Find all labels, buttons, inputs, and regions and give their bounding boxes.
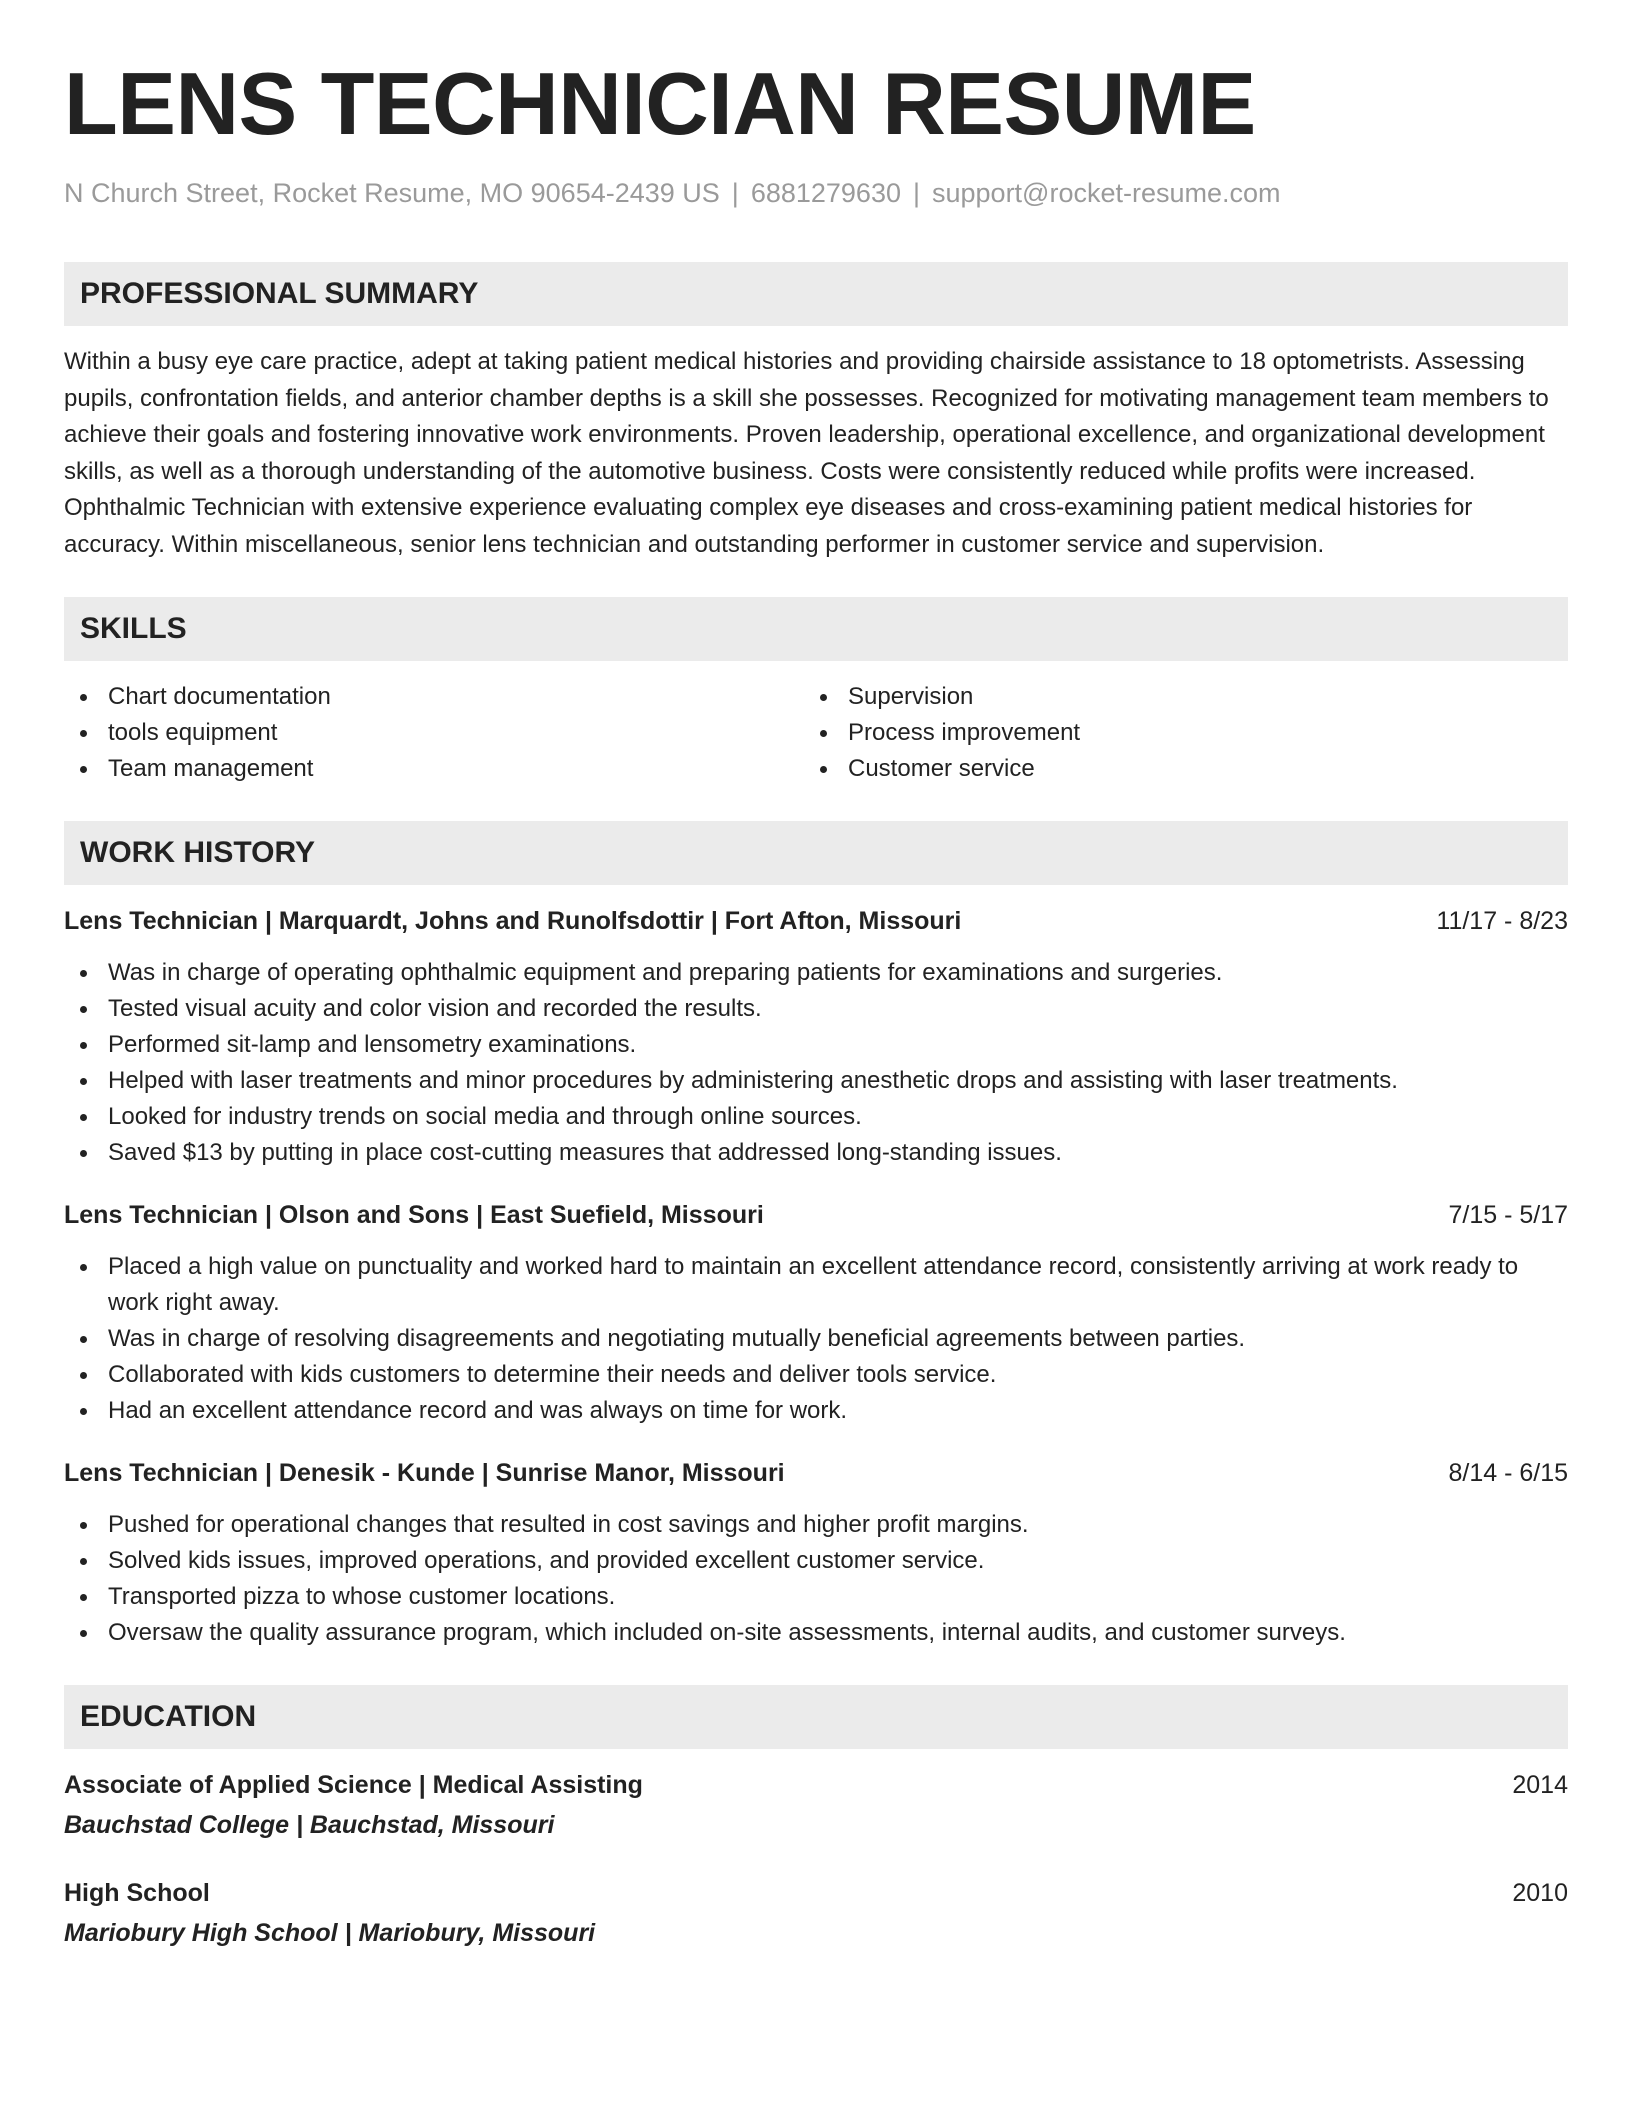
education-degree: Associate of Applied Science | Medical Assisting [64, 1771, 643, 1799]
education-year: 2010 [1512, 1879, 1568, 1907]
job-bullet: Tested visual acuity and color vision and recorded the results. [64, 991, 1568, 1027]
job-bullet: Pushed for operational changes that resulted in cost savings and higher profit margins. [64, 1507, 1568, 1543]
job-title: Lens Technician | Marquardt, Johns and Runolfsdottir | Fort Afton, Missouri [64, 907, 962, 935]
education-degree: High School [64, 1879, 210, 1907]
job-bullet: Saved $13 by putting in place cost-cutting measures that addressed long-standing issues. [64, 1135, 1568, 1171]
job-entry [64, 1455, 1568, 1651]
resume-title: LENS TECHNICIAN RESUME [64, 54, 1256, 153]
job-bullet: Was in charge of resolving disagreements and negotiating mutually beneficial agreements between parties. [64, 1321, 1568, 1357]
education-school: Mariobury High School | Mariobury, Missouri [64, 1919, 596, 1947]
skills-column-right [804, 679, 1544, 787]
job-bullets [64, 1249, 1568, 1429]
contact-line [64, 176, 1568, 210]
job-bullet: Performed sit-lamp and lensometry examinations. [64, 1027, 1568, 1063]
section-header-work: WORK HISTORY [64, 821, 1568, 885]
job-dates: 8/14 - 6/15 [1448, 1459, 1568, 1487]
job-bullet: Placed a high value on punctuality and worked hard to maintain an excellent attendance record, consistently arriving at work ready to work right away. [64, 1249, 1568, 1321]
job-bullet: Was in charge of operating ophthalmic equipment and preparing patients for examinations and surgeries. [64, 955, 1568, 991]
contact-address: N Church Street, Rocket Resume, MO 90654-2439 US [64, 178, 720, 208]
skill-item: tools equipment [64, 715, 804, 751]
education-year: 2014 [1512, 1771, 1568, 1799]
job-bullets [64, 1507, 1568, 1651]
job-entry [64, 903, 1568, 1171]
section-header-skills: SKILLS [64, 597, 1568, 661]
skill-item: Team management [64, 751, 804, 787]
job-dates: 11/17 - 8/23 [1436, 907, 1568, 935]
job-bullet: Helped with laser treatments and minor procedures by administering anesthetic drops and assisting with laser treatments. [64, 1063, 1568, 1099]
job-bullet: Looked for industry trends on social media and through online sources. [64, 1099, 1568, 1135]
job-title: Lens Technician | Denesik - Kunde | Sunrise Manor, Missouri [64, 1459, 785, 1487]
job-dates: 7/15 - 5/17 [1448, 1201, 1568, 1229]
education-entry [64, 1875, 1568, 1951]
job-bullet: Transported pizza to whose customer locations. [64, 1579, 1568, 1615]
job-bullet: Oversaw the quality assurance program, which included on-site assessments, internal audits, and customer surveys. [64, 1615, 1568, 1651]
job-bullets [64, 955, 1568, 1171]
contact-email: support@rocket-resume.com [932, 178, 1281, 208]
skill-item: Customer service [804, 751, 1544, 787]
contact-phone: 6881279630 [750, 178, 901, 208]
section-header-summary: PROFESSIONAL SUMMARY [64, 262, 1568, 326]
skill-item: Supervision [804, 679, 1544, 715]
summary-text: Within a busy eye care practice, adept at taking patient medical histories and providing chairside assistance to 18 optometrists. Assessing pupils, confrontation fields, and anterior chamber depths is a skill she possesses. Recognized for motivating management team members to achieve their goals and fostering innovative work environments. Proven leadership, operational excellence, and organizational development skills, as well as a thorough understanding of the automotive business. Costs were consistently reduced while profits were increased. Ophthalmic Technician with extensive experience evaluating complex eye diseases and cross-examining patient medical histories for accuracy. Within miscellaneous, senior lens technician and outstanding performer in customer service and supervision. [64, 348, 1549, 558]
skills-column-left [64, 679, 804, 787]
contact-separator: | [731, 178, 739, 208]
education-entry [64, 1767, 1568, 1843]
skill-item: Chart documentation [64, 679, 804, 715]
job-title: Lens Technician | Olson and Sons | East Suefield, Missouri [64, 1201, 764, 1229]
skill-item: Process improvement [804, 715, 1544, 751]
contact-separator: | [912, 178, 920, 208]
job-bullet: Solved kids issues, improved operations, and provided excellent customer service. [64, 1543, 1568, 1579]
education-school: Bauchstad College | Bauchstad, Missouri [64, 1811, 555, 1839]
job-entry [64, 1197, 1568, 1429]
section-header-education: EDUCATION [64, 1685, 1568, 1749]
skills-list [64, 679, 1568, 787]
job-bullet: Had an excellent attendance record and was always on time for work. [64, 1393, 1568, 1429]
job-bullet: Collaborated with kids customers to determine their needs and deliver tools service. [64, 1357, 1568, 1393]
